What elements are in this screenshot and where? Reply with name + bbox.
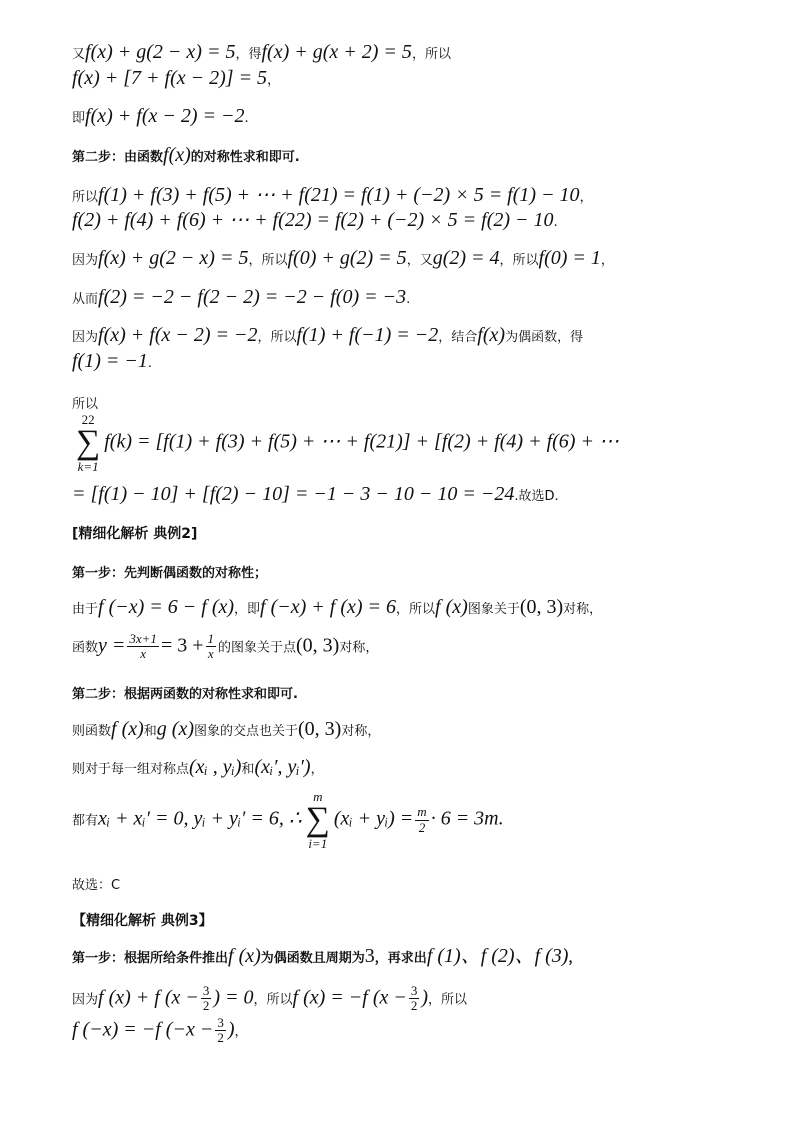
formula: f (−x) = −f (−x −	[72, 1018, 214, 1041]
formula: f(x) + g(x + 2) = 5	[261, 41, 412, 63]
numerator: 3x+1	[129, 631, 157, 646]
text: 对称，	[339, 640, 379, 656]
text: 所以	[72, 190, 99, 205]
line-23	[72, 984, 467, 1014]
denominator: 2	[217, 1030, 224, 1046]
line-2	[72, 66, 280, 90]
step-heading: 为偶函数且周期为	[260, 951, 365, 966]
formula: · 6 = 3m.	[430, 807, 504, 830]
text: 图象的交点也关于	[194, 724, 299, 739]
text: 即	[72, 111, 86, 126]
formula: f (x)	[228, 945, 261, 967]
formula: f(2) = −2 − f(2 − 2) = −2 − f(0) = −3	[98, 286, 407, 308]
denominator: x	[140, 646, 147, 662]
formula: f (x)	[111, 718, 144, 740]
line-1	[72, 40, 451, 64]
fraction	[215, 1016, 226, 1046]
text: ，所以	[253, 992, 293, 1008]
text: ，	[310, 762, 324, 777]
text: 对称，	[341, 724, 381, 739]
formula: f(1) = −1	[72, 350, 148, 372]
denominator: x	[207, 646, 214, 662]
denominator: 2	[410, 998, 418, 1014]
heading: [精细化解析 典例2]	[72, 526, 198, 542]
sum-lower: k=1	[77, 459, 99, 474]
formula: (xᵢ′, yᵢ′)	[254, 756, 311, 778]
sum-symbol: ∑	[76, 424, 101, 461]
step-heading: 的对称性求和即可.	[190, 150, 300, 165]
text: .	[406, 292, 411, 307]
line-19	[72, 755, 324, 779]
fraction	[127, 632, 159, 662]
line-16	[72, 632, 378, 662]
text: ，所以	[257, 330, 297, 345]
line-20	[72, 790, 504, 850]
section-heading-2	[72, 523, 197, 543]
text: 和	[241, 762, 255, 777]
formula: (0, 3)	[519, 596, 564, 618]
formula: f (x) = −f (x −	[292, 986, 407, 1009]
step-heading: ，	[568, 951, 582, 966]
text: ，所以	[248, 253, 288, 268]
step-heading: 第二步：根据两函数的对称性求和即可.	[72, 687, 298, 702]
formula: f (−x) + f (x) = 6	[260, 596, 397, 618]
formula: f(2) + f(4) + f(6) + ⋯ + f(22) = f(2) + (−2) × 5 = f(2) − 10	[72, 209, 554, 231]
formula: f(x) + g(2 − x) = 5	[98, 247, 249, 269]
formula: f(1) + f(3) + f(5) + ⋯ + f(21) = f(1) + (−2) × 5 = f(1) − 10	[98, 184, 580, 206]
line-12	[72, 413, 619, 473]
formula: (0, 3)	[296, 634, 340, 657]
step-heading: 第二步：由函数	[72, 150, 164, 165]
formula: f(x) + f(x − 2) = −2	[98, 324, 258, 346]
line-17	[72, 683, 298, 703]
text: ，得	[235, 47, 262, 62]
text: 又	[72, 47, 86, 62]
heading: 【精细化解析 典例3】	[72, 913, 213, 929]
formula: g (x)	[156, 718, 194, 740]
numerator: m	[417, 804, 427, 820]
fraction	[415, 805, 428, 835]
text: ，	[579, 190, 593, 205]
formula: f(x) + [7 + f(x − 2)] = 5	[72, 67, 268, 89]
numerator: 3	[217, 1015, 224, 1030]
text: ，	[234, 1024, 248, 1040]
numerator: 3	[202, 983, 210, 998]
sum-upper: m	[313, 789, 323, 804]
text: .故选D.	[514, 489, 559, 504]
text: 则对于每一组对称点	[72, 762, 190, 777]
line-22	[72, 944, 581, 968]
text: ，	[267, 73, 281, 88]
step-heading: ，再求出	[374, 951, 427, 966]
fraction	[409, 984, 420, 1014]
text: 从而	[72, 292, 99, 307]
text: 故选：C	[72, 878, 121, 893]
line-10	[72, 349, 152, 373]
formula: f (x)	[435, 596, 468, 618]
formula: (xᵢ , yᵢ)	[189, 756, 242, 778]
formula: 3	[364, 945, 375, 967]
text: 的图象关于点	[218, 640, 297, 656]
text: 为偶函数，得	[505, 330, 584, 345]
sum-upper: 22	[81, 412, 95, 427]
formula: = [f(1) − 10] + [f(2) − 10] = −1 − 3 − 10 − 10 = −24	[72, 483, 515, 505]
sum-lower: i=1	[308, 836, 328, 851]
formula: g(2) = 4	[432, 247, 500, 269]
section-heading-3	[72, 910, 213, 930]
text: ，所以	[396, 602, 436, 617]
text: ，又	[406, 253, 433, 268]
line-11	[72, 393, 98, 413]
formula: (xᵢ + yᵢ) =	[333, 807, 414, 830]
text: ，	[600, 253, 614, 268]
line-9	[72, 323, 583, 347]
text: 对称，	[563, 602, 603, 617]
text: .	[553, 215, 558, 230]
summation	[306, 790, 330, 850]
text: .	[244, 111, 249, 126]
text: 图象关于	[467, 602, 520, 617]
formula: f (x) + f (x −	[98, 986, 199, 1009]
formula: f(k) = [f(1) + f(3) + f(5) + ⋯ + f(21)] + [f(2) + f(4) + f(6) + ⋯	[104, 430, 619, 453]
line-7	[72, 246, 614, 270]
formula: )	[227, 1018, 235, 1041]
formula: = 3 +	[160, 634, 204, 657]
step-heading: 第一步：根据所给条件推出	[72, 951, 229, 966]
text: 都有	[72, 813, 99, 829]
formula: f (1)、f (2)、f (3)	[426, 945, 569, 967]
text: 因为	[72, 253, 99, 268]
line-8	[72, 285, 410, 309]
summation	[76, 413, 100, 473]
formula: f (−x) = 6 − f (x)	[98, 596, 235, 618]
text: 因为	[72, 330, 99, 345]
formula: f(x) + f(x − 2) = −2	[85, 105, 245, 127]
line-14	[72, 562, 267, 582]
line-5	[72, 183, 593, 207]
formula: xᵢ + xᵢ′ = 0, yᵢ + yᵢ′ = 6, ∴	[98, 807, 302, 830]
line-13	[72, 482, 559, 506]
sum-symbol: ∑	[305, 801, 330, 838]
formula: (0, 3)	[298, 718, 342, 740]
text: 则函数	[72, 724, 112, 739]
text: 函数	[72, 640, 99, 656]
formula: f(x)	[163, 144, 191, 166]
line-15	[72, 595, 602, 619]
formula: f(x)	[477, 324, 506, 346]
formula: f(1) + f(−1) = −2	[296, 324, 439, 346]
line-18	[72, 717, 380, 741]
step-heading: 第一步：先判断偶函数的对称性；	[72, 566, 268, 581]
text: 所以	[72, 397, 99, 412]
formula: f(0) = 1	[538, 247, 601, 269]
formula: y =	[98, 634, 126, 657]
formula: f(0) + g(2) = 5	[287, 247, 407, 269]
text: ，结合	[438, 330, 478, 345]
numerator: 1	[207, 631, 214, 646]
line-6	[72, 208, 558, 232]
fraction	[206, 632, 217, 662]
fraction	[201, 984, 212, 1014]
line-3	[72, 104, 249, 128]
line-21	[72, 874, 120, 894]
numerator: 3	[410, 983, 418, 998]
formula: f(x) + g(2 − x) = 5	[85, 41, 236, 63]
text: ，所以	[428, 992, 468, 1008]
formula: ) = 0	[213, 986, 254, 1009]
text: ，所以	[411, 47, 451, 62]
text: 由于	[72, 602, 99, 617]
text: ，所以	[499, 253, 539, 268]
denominator: 2	[202, 998, 210, 1014]
text: 因为	[72, 992, 99, 1008]
formula: )	[421, 986, 429, 1009]
line-4	[72, 143, 300, 167]
text: ，即	[234, 602, 261, 617]
text: .	[147, 356, 153, 371]
denominator: 2	[418, 819, 426, 835]
text: 和	[143, 724, 157, 739]
line-24	[72, 1016, 248, 1046]
